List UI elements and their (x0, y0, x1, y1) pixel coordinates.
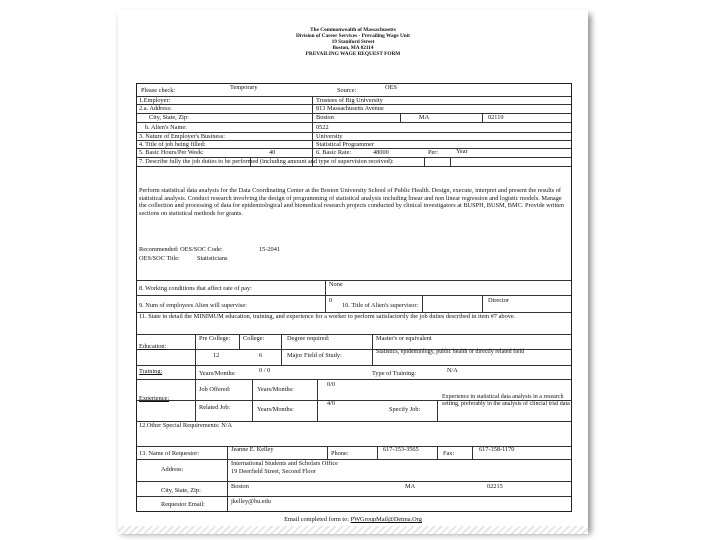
hours-label: 5. Basic Hours/Per Week: (139, 149, 204, 156)
req-city-value[interactable]: Boston (231, 483, 249, 490)
city-value[interactable]: Boston (316, 114, 334, 121)
training-years-value[interactable]: 0 / 0 (259, 367, 271, 374)
req-zip-value[interactable]: 02215 (487, 483, 503, 490)
per-label: Per: (428, 149, 439, 156)
degree-value[interactable]: Master's or equivalent (376, 335, 432, 342)
please-check-value[interactable]: Temporary (230, 84, 258, 91)
form-page (118, 10, 588, 530)
job-offered-label: Job Offered: (199, 386, 231, 393)
related-job-label: Related Job: (199, 404, 231, 411)
duties-label: 7. Describe fully the job duties to be performed (including amount and type of supervision received): (139, 158, 394, 165)
supervisor-title-value[interactable]: Director (488, 297, 509, 304)
footer-prefix: Email completed form to: (284, 516, 350, 523)
req-city-label: City, State, Zip: (161, 487, 201, 494)
per-value[interactable]: Year (456, 148, 468, 155)
training-years-label: Years/Months: (199, 370, 236, 377)
pre-college-value[interactable]: 12 (213, 352, 220, 359)
please-check-label: Please check: (141, 87, 176, 94)
education-label: Education: (139, 343, 167, 350)
requestor-label: 13. Name of Requestor: (139, 450, 200, 457)
fax-value[interactable]: 617-358-1170 (479, 446, 515, 453)
related-job-years-value[interactable]: 4/0 (327, 400, 336, 407)
requestor-value[interactable]: Jeanne E. Kelley (231, 446, 274, 453)
header-line-2: Division of Career Services - Prevailing Wage Unit (296, 33, 410, 39)
duties-text[interactable]: Perform statistical data analysis for the Data Coordinating Center at the Boston University School of Public Health. Design, execute, interpret and present the results of statistical analysis. Conduct research involving the design of programming of statistical analysis including linear and non linear regression and logistic models. Manage the collection and processing of data for epidemiological and biomedical research projects conducted by clinical investigators at BUSPH, BUSM, BMC. Provide written sections on statistical methods for grants. (139, 187, 564, 217)
source-label: Source: (337, 87, 357, 94)
fax-label: Fax: (443, 450, 455, 457)
specify-job-label: Specify Job: (389, 406, 421, 413)
header-line-1: The Commonwealth of Massachusetts (310, 27, 396, 33)
type-training-label: Type of Training: (372, 370, 416, 377)
supervisor-title-label: 10. Title of Alien's supervisor: (342, 302, 419, 309)
related-job-years-label: Years/Months: (257, 406, 294, 413)
pre-college-label: Pre College: (199, 335, 231, 342)
rate-value[interactable]: 48000 (373, 149, 389, 156)
address-value[interactable]: 813 Massachusetts Avenue (316, 105, 384, 112)
req-address-line2[interactable]: 19 Deerfield Street, Second Floor (231, 468, 316, 475)
wage-request-form (136, 83, 572, 512)
college-label: College: (243, 335, 265, 342)
hours-value[interactable]: 40 (269, 149, 276, 156)
type-training-value[interactable]: N/A (447, 367, 458, 374)
job-offered-years-label: Years/Months: (257, 386, 294, 393)
working-conditions-value[interactable]: None (329, 281, 343, 288)
req-address-label: Address: (161, 466, 184, 473)
min-education-label: 11. State in detail the MINIMUM education, training, and experience for a worker to perform satisfactorily the job duties described in item #7 above. (139, 313, 516, 320)
source-value[interactable]: OES (385, 84, 397, 91)
req-email-label: Requestor Email: (161, 501, 205, 508)
phone-value[interactable]: 617-353-3565 (383, 446, 419, 453)
num-supervise-value[interactable]: 0 (329, 297, 333, 304)
degree-label: Degree required: (287, 335, 330, 342)
footer-email-link[interactable]: PWGroupMail@Detma.Org (350, 516, 422, 523)
num-supervise-label: 9. Num of employees Alien will supervise: (139, 302, 247, 309)
alien-name-value[interactable]: 0522 (316, 124, 329, 131)
req-address-line1[interactable]: International Students and Scholars Office (231, 460, 338, 467)
soc-title-value[interactable]: Statisticians (197, 255, 228, 262)
city-state-zip-label: City, State, Zip: (149, 114, 189, 121)
alien-name-label: b. Alien's Name: (145, 124, 187, 131)
business-label: 3. Nature of Employer's Business: (139, 133, 225, 140)
training-label: Training: (139, 368, 163, 375)
zip-value[interactable]: 02119 (488, 114, 504, 121)
footer (118, 516, 588, 523)
job-title-label: 4. Title of job being filled: (139, 141, 206, 148)
form-title: PREVAILING WAGE REQUEST FORM (305, 51, 401, 57)
header-line-4: Boston, MA 02114 (332, 45, 374, 51)
major-value[interactable]: Statistics, epidemiology, public health or directly related field (376, 349, 525, 355)
special-requirements[interactable]: 12.Other Special Requirements: N/A (139, 422, 233, 429)
working-conditions-label: 8. Working conditions that affect rate of pay: (139, 285, 252, 292)
soc-code-label: Recommended: OES/SOC Code: (139, 246, 223, 253)
major-label: Major Field of Study: (287, 352, 342, 359)
soc-code-value[interactable]: 15-2041 (259, 246, 280, 253)
employer-label: 1.Employer: (139, 97, 171, 104)
req-state-value[interactable]: MA (405, 483, 416, 490)
college-value[interactable]: 6 (259, 352, 263, 359)
employer-value[interactable]: Trustees of Big University (316, 97, 383, 104)
req-email-value[interactable]: jkelley@bu.edu (231, 498, 271, 505)
job-title-value[interactable]: Statistical Programmer (316, 141, 374, 148)
soc-title-label: OES/SOC Title: (139, 255, 180, 262)
job-offered-years-value[interactable]: 0/0 (327, 381, 336, 388)
header-line-3: 19 Staniford Street (331, 39, 375, 45)
experience-label: Experience: (139, 395, 170, 402)
rate-label: 6. Basic Rate: (316, 149, 352, 156)
business-value[interactable]: University (316, 133, 343, 140)
address-label: 2.a. Address: (139, 105, 172, 112)
specify-job-value[interactable]: Experience in statistical data analysis in a research setting, preferably in the analysis of clincial trial data (442, 394, 570, 407)
state-value[interactable]: MA (419, 114, 430, 121)
phone-label: Phone: (331, 450, 349, 457)
